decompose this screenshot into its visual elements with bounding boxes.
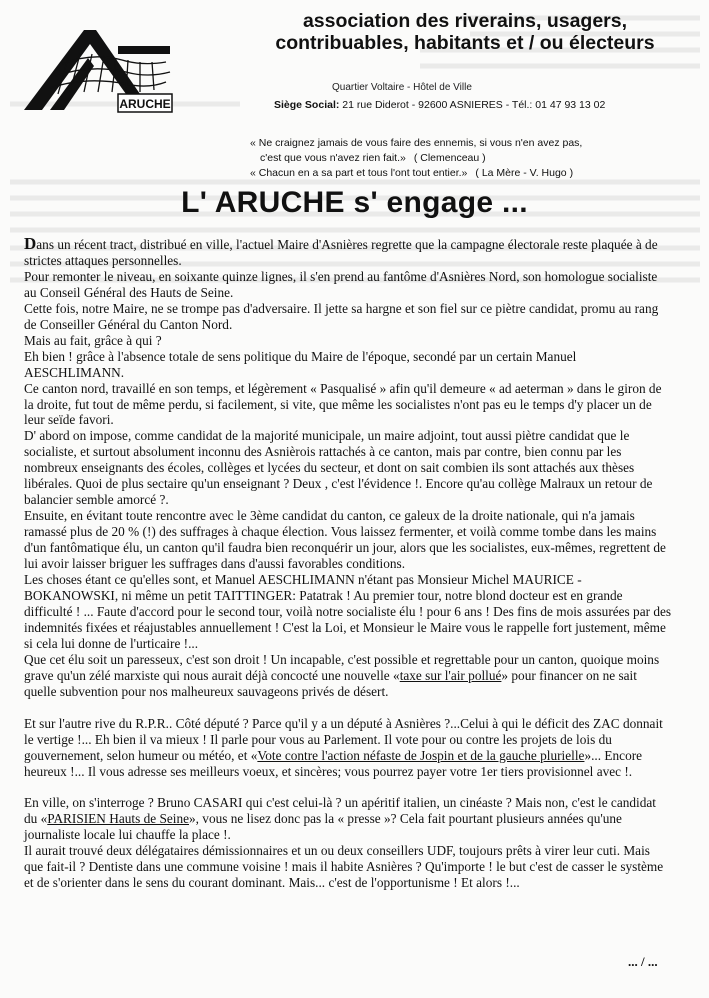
quote-clemenceau-attribution: ( Clemenceau ) bbox=[413, 152, 486, 164]
quartier-subtitle: Quartier Voltaire - Hôtel de Ville bbox=[332, 82, 472, 93]
epigraph-quotes bbox=[250, 136, 690, 181]
association-line-2: contribuables, habitants et / ou électeurs bbox=[275, 32, 655, 54]
paragraph-gap bbox=[24, 779, 672, 795]
quote-hugo-attribution: ( La Mère - V. Hugo ) bbox=[475, 167, 574, 179]
paragraph-1 bbox=[24, 236, 672, 269]
paragraph-5: Eh bien ! grâce à l'absence totale de sens politique du Maire de l'époque, secondé par un certain Manuel AESCHLIMANN. bbox=[24, 348, 577, 380]
aruche-logo bbox=[22, 24, 174, 116]
paragraph-2: Pour remonter le niveau, en soixante quinze lignes, il s'en prend au fantôme d'Asnières Nord, son homologue socialiste au Conseil Général des Hauts de Seine. bbox=[24, 268, 658, 300]
paragraph-7: D' abord on impose, comme candidat de la majorité municipale, un maire adjoint, tout aussi piètre candidat que le socialiste, et surtout absolument inconnu des Asnièrois rattachés à ce canton, mais par contre, bien connu par les nombreux enseignants des écoles, collèges et lycées du secteur, et dont on sait combien ils sont attachés aux thèses libérales. Quoi de plus sectaire qu'un enseignant ? Deux , c'est l'évidence !. Encore qu'au collège Malraux un retour de balancier semble amorcé ?. bbox=[24, 428, 653, 508]
continued-marker: ... / ... bbox=[628, 954, 658, 969]
paragraph-12-text-b: », vous ne lisez donc pas la « presse »? Cela fait pourtant plusieurs années qu'une journaliste locale lui chauffe la place !. bbox=[24, 811, 622, 843]
article-body bbox=[24, 236, 672, 891]
underlined-taxe: taxe sur l'air pollué bbox=[399, 667, 502, 683]
paragraph-3: Cette fois, notre Maire, ne se trompe pas d'adversaire. Il jette sa hargne et son fiel sur ce piètre candidat, promu au rang de Conseiller Général du Canton Nord. bbox=[24, 300, 659, 332]
paragraph-8: Ensuite, en évitant toute rencontre avec le 3ème candidat du canton, ce galeux de la droite nationale, qui n'a jamais ramassé plus de 20 % (!) des suffrages à chaque élection. Vous laissez fermenter, et voilà comme tombe dans les mains d'un fantômatique élu, un canton qu'il faudra bien reconquérir un jour, alors que les socialistes, eux-mêmes, regrettent de lui avoir laisser briguer les suffrages dans d'aussi favorables conditions. bbox=[24, 508, 666, 572]
quote-hugo-text: « Chacun en a sa part et tous l'ont tout entier.» bbox=[250, 167, 468, 179]
quote-clemenceau-line-2 bbox=[250, 151, 690, 166]
siege-social bbox=[274, 99, 684, 111]
siege-social-address: 21 rue Diderot - 92600 ASNIERES - Tél.: 01 47 93 13 02 bbox=[342, 99, 606, 111]
aruche-logo-mark bbox=[22, 24, 174, 116]
underlined-parisien: PARISIEN Hauts de Seine bbox=[47, 811, 189, 827]
drop-cap: D bbox=[24, 234, 37, 253]
paragraph-10 bbox=[24, 652, 672, 700]
underlined-vote: Vote contre l'action néfaste de Jospin et de la gauche plurielle bbox=[257, 747, 585, 763]
paragraph-11-text-a: Et sur l'autre rive du R.P.R.. Côté député ? Parce qu'il y a un député à Asnières ?...Celui à qui le déficit des ZAC donnait le vertige !... Eh bien il va mieux ! Il parle pour vous au Parlement. Il vote pour ou contre les projets de lois du gouvernement, selon humeur ou météo, et « bbox=[24, 715, 663, 763]
paragraph-12-text-a: En ville, on s'interroge ? Bruno CASARI qui c'est celui-là ? un apéritif italien, un cinéaste ? Mais non, c'est le candidat du « bbox=[24, 795, 656, 827]
paragraph-13: Il aurait trouvé deux délégataires démissionnaires et un ou deux conseillers UDF, toujours prêts à virer leur cuti. Mais que fait-il ? Dentiste dans une commune voisine ! mais il habite Asnières ? Qu'importe ! le but c'est de casser le système et de s'orienter dans le sens du courant dominant. Mais... c'est de l'opportunisme ! Et alors !... bbox=[24, 843, 664, 891]
paragraph-6: Ce canton nord, travaillé en son temps, et légèrement « Pasqualisé » afin qu'il demeure « ad aeterman » dans le giron de la droite, fut tout de même perdu, si facilement, si vite, que même les socialistes n'ont pas eu le temps d'y placer un de leur seïde favori. bbox=[24, 380, 662, 428]
paragraph-11-text-b: »... Encore heureux !... Il vous adresse ses meilleurs voeux, et sincères; vous pourrez payer votre 1er tiers provisionnel avec !. bbox=[24, 747, 643, 779]
association-name bbox=[250, 10, 680, 54]
siege-social-label: Siège Social: bbox=[274, 99, 340, 111]
quote-clemenceau-line-1: « Ne craignez jamais de vous faire des ennemis, si vous n'en avez pas, bbox=[250, 137, 583, 149]
page-title: L' ARUCHE s' engage ... bbox=[181, 186, 528, 219]
paragraph-10-text-b: » pour financer on ne sait quelle subvention pour nos malheureux sauvageons privés de désert. bbox=[24, 667, 637, 699]
paragraph-gap bbox=[24, 700, 672, 716]
paragraph-9: Les choses étant ce qu'elles sont, et Manuel AESCHLIMANN n'étant pas Monsieur Michel MAURICE - BOKANOWSKI, ni même un petit TAITTINGER: Patatrak ! Au premier tour, notre blond docteur est en grande difficulté ! ... Faute d'accord pour le second tour, voilà notre socialiste élu ! pour 6 ans ! Des fins de mois assurées par des indemnités fixées et réajustables annuellement ! C'est la Loi, et Monsieur le Maire vous le rappelle fort justement, même si cela lui donne de l'urticaire !... bbox=[24, 572, 672, 651]
quote-clemenceau-text: c'est que vous n'avez rien fait.» bbox=[260, 152, 406, 164]
association-line-1: association des riverains, usagers, bbox=[302, 10, 628, 32]
paragraph-1-text: ans un récent tract, distribué en ville, l'actuel Maire d'Asnières regrette que la campagne électorale reste plaquée à de strictes attaques personnelles. bbox=[24, 237, 658, 268]
paragraph-11 bbox=[24, 716, 672, 780]
paragraph-12 bbox=[24, 795, 672, 843]
paragraph-10-text-a: Que cet élu soit un paresseux, c'est son droit ! Un incapable, c'est possible et regrettable pour un canton, quoique moins grave qu'un zélé marxiste qui nous aurait déjà concocté une nouvelle « bbox=[24, 651, 660, 683]
quote-hugo-line bbox=[250, 166, 690, 181]
logo-label: ARUCHE bbox=[119, 97, 171, 111]
paragraph-4: Mais au fait, grâce à qui ? bbox=[24, 332, 162, 348]
